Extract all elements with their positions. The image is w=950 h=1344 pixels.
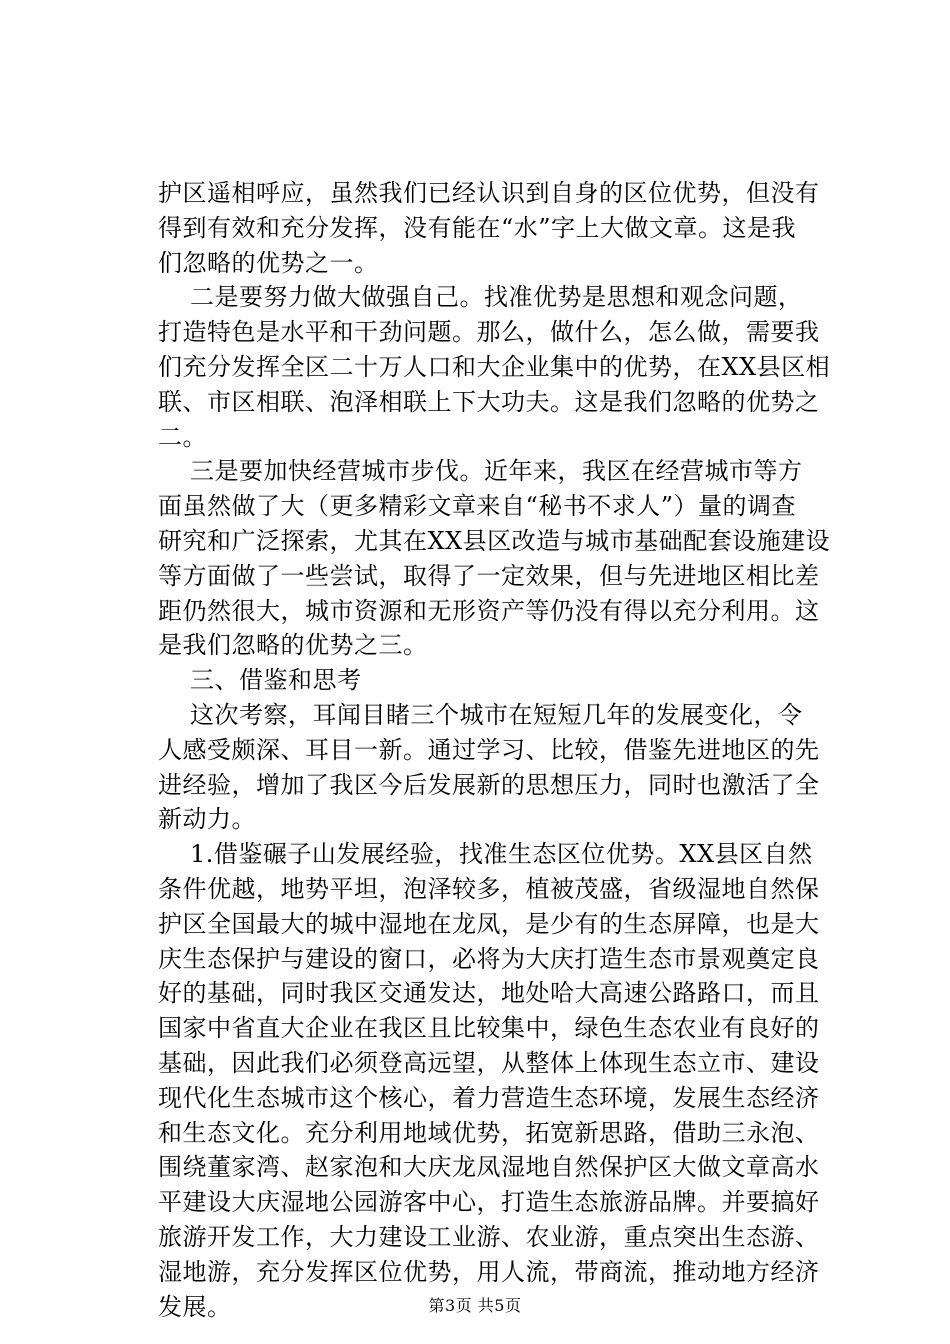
text-line: 新动力。: [158, 805, 256, 834]
text-line: 条件优越，地势平坦，泡泽较多，植被茂盛，省级湿地自然保: [158, 874, 820, 903]
text-line: 和生态文化。充分利用地域优势，拓宽新思路，借助三永泡、: [158, 1118, 820, 1147]
text-line: 得到有效和充分发挥，没有能在“水”字上大做文章。这是我: [158, 213, 797, 242]
text-line: 们忽略的优势之一。: [158, 248, 379, 277]
paragraph-start-line: 1.借鉴碾子山发展经验，找准生态区位优势。XX县区自然: [190, 840, 813, 869]
text-line: 基础，因此我们必须登高远望，从整体上体现生态立市、建设: [158, 1048, 820, 1077]
text-line: 护区全国最大的城中湿地在龙凤，是少有的生态屏障，也是大: [158, 909, 820, 938]
text-line: 庆生态保护与建设的窗口，必将为大庆打造生态市景观奠定良: [158, 944, 820, 973]
text-line: 二。: [158, 422, 207, 451]
paragraph-start-line: 这次考察，耳闻目睹三个城市在短短几年的发展变化，令: [190, 700, 803, 729]
text-line: 发展。: [158, 1292, 232, 1321]
text-line: 面虽然做了大（更多精彩文章来自“秘书不求人”）量的调查: [158, 492, 797, 521]
paragraph-start-line: 二是要努力做大做强自己。找准优势是思想和观念问题，: [190, 283, 803, 312]
text-line: 湿地游，充分发挥区位优势，用人流，带商流，推动地方经济: [158, 1257, 820, 1286]
text-line: 围绕董家湾、赵家泡和大庆龙凤湿地自然保护区大做文章高水: [158, 1153, 820, 1182]
text-line: 现代化生态城市这个核心，着力营造生态环境，发展生态经济: [158, 1083, 820, 1112]
text-line: 人感受颇深、耳目一新。通过学习、比较，借鉴先进地区的先: [158, 735, 820, 764]
text-line: 好的基础，同时我区交通发达，地处哈大高速公路路口，而且: [158, 979, 820, 1008]
text-line: 是我们忽略的优势之三。: [158, 631, 428, 660]
text-line: 们充分发挥全区二十万人口和大企业集中的优势，在XX县区相: [158, 352, 831, 381]
paragraph-start-line: 三是要加快经营城市步伐。近年来，我区在经营城市等方: [190, 457, 803, 486]
text-line: 进经验，增加了我区今后发展新的思想压力，同时也激活了全: [158, 770, 820, 799]
text-line: 平建设大庆湿地公园游客中心，打造生态旅游品牌。并要搞好: [158, 1188, 820, 1217]
text-line: 等方面做了一些尝试，取得了一定效果，但与先进地区相比差: [158, 561, 820, 590]
text-line: 研究和广泛探索，尤其在XX县区改造与城市基础配套设施建设: [158, 526, 831, 555]
text-line: 打造特色是水平和干劲问题。那么，做什么，怎么做，需要我: [158, 318, 820, 347]
text-line: 旅游开发工作，大力建设工业游、农业游，重点突出生态游、: [158, 1222, 820, 1251]
text-line: 国家中省直大企业在我区且比较集中，绿色生态农业有良好的: [158, 1014, 820, 1043]
document-body: [158, 176, 831, 1324]
page-number-footer: 第3页 共5页: [428, 1296, 522, 1315]
text-line: 联、市区相联、泡泽相联上下大功夫。这是我们忽略的优势之: [158, 387, 820, 416]
text-line: 距仍然很大，城市资源和无形资产等仍没有得以充分利用。这: [158, 596, 820, 625]
text-line: 护区遥相呼应，虽然我们已经认识到自身的区位优势，但没有: [158, 179, 820, 207]
section-heading: 三、借鉴和思考: [190, 666, 362, 695]
